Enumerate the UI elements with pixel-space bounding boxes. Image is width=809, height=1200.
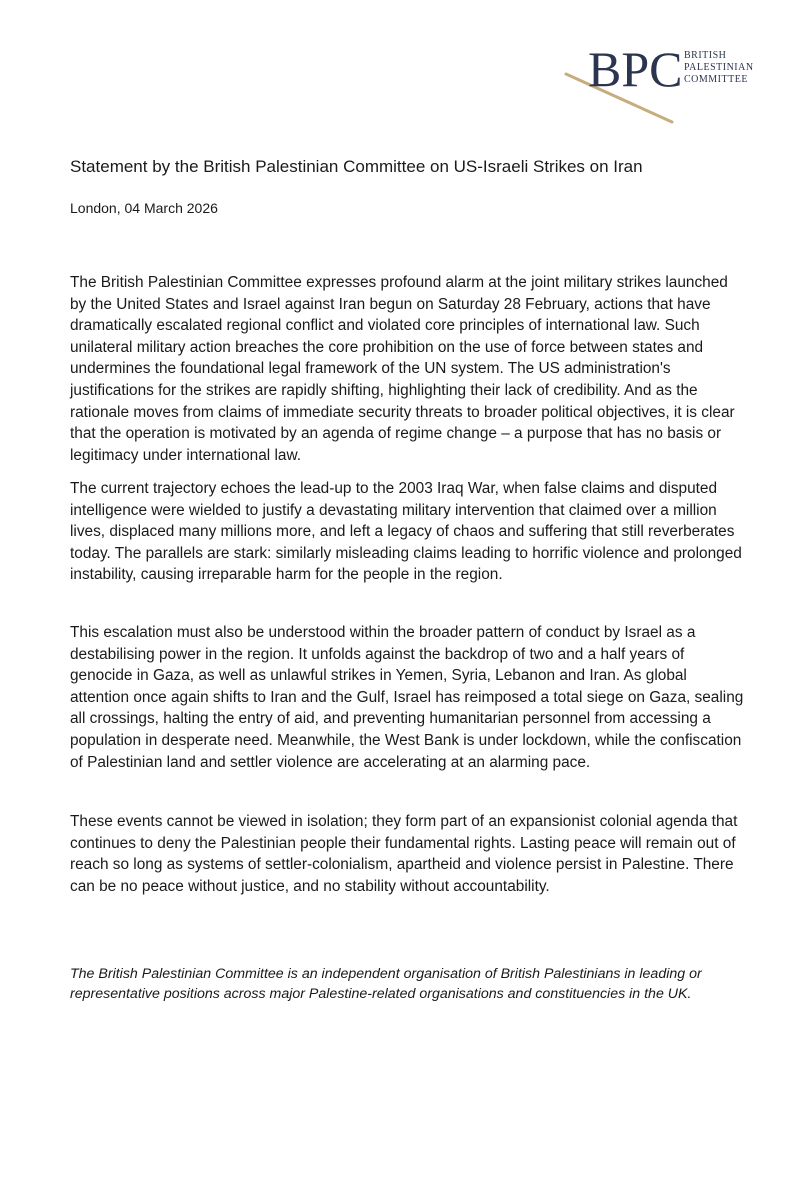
logo-line-british: BRITISH xyxy=(684,50,727,61)
organisation-note: The British Palestinian Committee is an independent organisation of British Palestinians in leading or representative positions across major Palestine-related organisations and constituencies in the UK. xyxy=(70,966,702,1002)
logo-line-committee: COMMITTEE xyxy=(684,74,748,85)
paragraph-3: This escalation must also be understood within the broader pattern of conduct by Israel as a destabilising power in the region. It unfolds against the backdrop of two and a half years of genocide in Gaza, as well as unlawful strikes in Yemen, Syria, Lebanon and Iran. As global attention once again shifts to Iran and the Gulf, Israel has reimposed a total siege on Gaza, sealing all crossings, halting the entry of aid, and preventing humanitarian personnel from accessing a population in desperate need. Meanwhile, the West Bank is under lockdown, while the confiscation of Palestinian land and settler violence are accelerating at an alarming pace. xyxy=(70,624,744,771)
logo-line-palestinian: PALESTINIAN xyxy=(684,62,754,73)
statement-date: London, 04 March 2026 xyxy=(70,200,218,216)
bpc-logo xyxy=(560,41,760,134)
logo-mark: BPC xyxy=(588,41,683,97)
paragraph-4: These events cannot be viewed in isolation; they form part of an expansionist colonial agenda that continues to deny the Palestinian people their fundamental rights. Lasting peace will remain out of reach so long as systems of settler-colonialism, apartheid and violence persist in Palestine. There can be no peace without justice, and no stability without accountability. xyxy=(70,813,738,895)
paragraph-2: The current trajectory echoes the lead-up to the 2003 Iraq War, when false claims and disputed intelligence were wielded to justify a devastating military intervention that claimed over a million lives, displaced many millions more, and left a legacy of chaos and suffering that still reverberates today. The parallels are stark: similarly misleading claims leading to horrific violence and prolonged instability, causing irreparable harm for the people in the region. xyxy=(70,480,742,584)
statement-title: Statement by the British Palestinian Committee on US-Israeli Strikes on Iran xyxy=(70,157,643,176)
logo-wordmark xyxy=(684,50,754,86)
paragraph-1: The British Palestinian Committee expresses profound alarm at the joint military strikes launched by the United States and Israel against Iran begun on Saturday 28 February, actions that have dramatically escalated regional conflict and violated core principles of international law. Such unilateral military action breaches the core prohibition on the use of force between states and undermines the foundational legal framework of the UN system. The US administration's justifications for the strikes are rapidly shifting, highlighting their lack of credibility. And as the rationale moves from claims of immediate security threats to broader political objectives, it is clear that the operation is motivated by an agenda of regime change – a purpose that has no basis or legitimacy under international law. xyxy=(70,274,735,464)
